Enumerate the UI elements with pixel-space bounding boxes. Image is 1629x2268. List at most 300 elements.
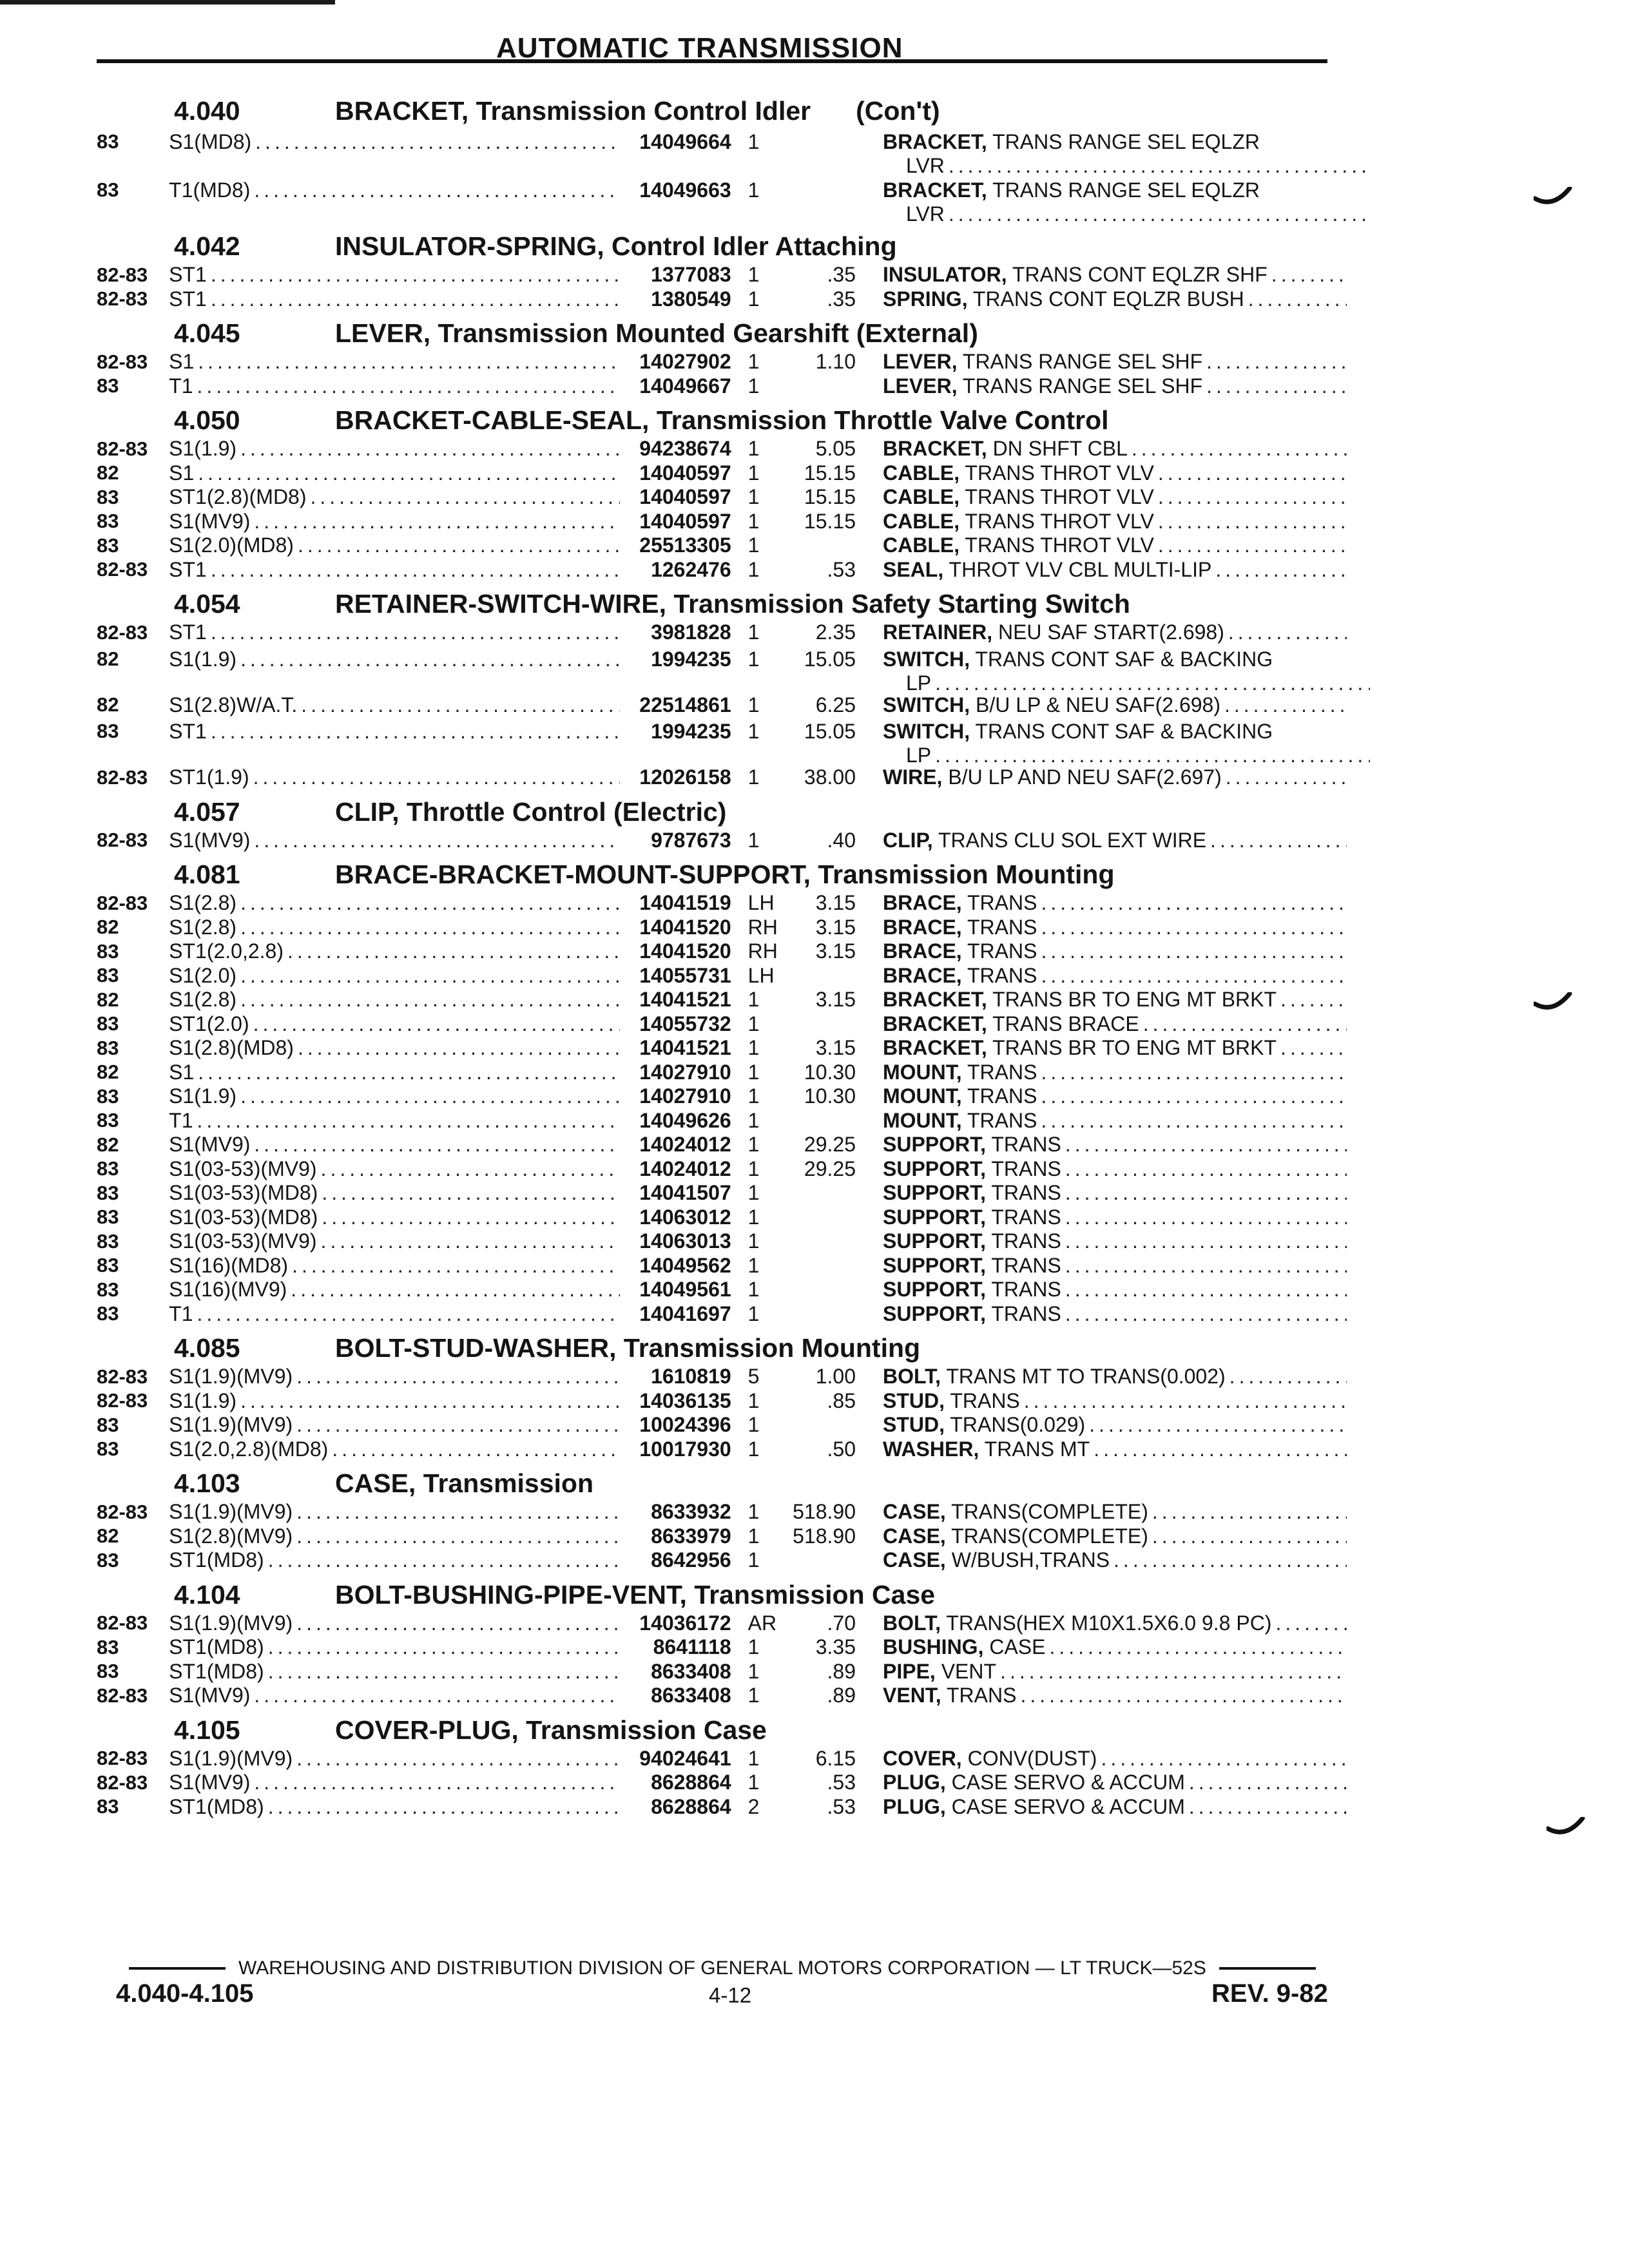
description-wrap xyxy=(883,829,1347,852)
description-line xyxy=(883,1278,1347,1302)
description-line xyxy=(883,1157,1347,1181)
part-row xyxy=(97,1747,1347,1771)
section-number: 4.042 xyxy=(174,231,240,261)
leader-dots xyxy=(254,1133,620,1157)
leader-dots xyxy=(198,350,620,374)
model-year: 82-83 xyxy=(97,891,148,914)
price: 5.05 xyxy=(815,437,856,461)
part-row xyxy=(97,350,1347,374)
model-year: 82-83 xyxy=(97,1747,148,1770)
description-cell xyxy=(883,1660,1347,1684)
application-code: S1(MD8) xyxy=(169,130,252,153)
price: 3.15 xyxy=(815,891,856,915)
description-wrap xyxy=(883,1500,1347,1524)
description-text xyxy=(883,350,1202,374)
part-number: 14055732 xyxy=(639,1012,731,1035)
section-number: 4.045 xyxy=(174,318,240,348)
leader-dots xyxy=(1280,988,1347,1012)
quantity: 1 xyxy=(747,1205,760,1229)
description-noun: BRACKET, xyxy=(883,437,987,461)
section-title-text: BRACKET-CABLE-SEAL, Transmission Throttle Valve Control xyxy=(335,405,1109,435)
footer-publisher-text: WAREHOUSING AND DISTRIBUTION DIVISION OF GENERAL MOTORS CORPORATION — LT TRUCK—52S xyxy=(238,1957,1206,1979)
description-noun: COVER, xyxy=(883,1746,962,1770)
part-row xyxy=(97,437,1347,461)
description-detail: TRANS THROT VLV xyxy=(965,509,1154,533)
quantity: 1 xyxy=(747,1181,760,1205)
quantity: 1 xyxy=(747,1108,760,1132)
application-cell xyxy=(169,1771,620,1794)
model-year: 82 xyxy=(97,1524,119,1548)
description-noun: CASE, xyxy=(883,1524,946,1548)
quantity: 1 xyxy=(747,1635,760,1659)
part-row xyxy=(97,964,1347,988)
description-wrap xyxy=(883,461,1347,485)
leader-dots xyxy=(1158,461,1347,485)
price: 15.15 xyxy=(804,509,856,533)
part-row xyxy=(97,645,1347,693)
description-wrap xyxy=(883,485,1347,509)
description-wrap xyxy=(883,1302,1347,1326)
quantity: 1 xyxy=(747,557,760,581)
description-cell xyxy=(883,1084,1347,1108)
price: .35 xyxy=(827,287,856,311)
part-row xyxy=(97,558,1347,582)
description-wrap xyxy=(883,287,1347,311)
description-line xyxy=(883,1524,1347,1548)
quantity: 1 xyxy=(747,1302,760,1325)
model-year: 82-83 xyxy=(97,1771,148,1794)
part-row xyxy=(97,1635,1347,1660)
description-detail: CASE xyxy=(989,1635,1046,1659)
model-year: 83 xyxy=(97,485,119,508)
price: 15.05 xyxy=(804,647,856,671)
application-cell xyxy=(169,1660,620,1684)
part-number: 94024641 xyxy=(639,1746,731,1770)
description-cell xyxy=(883,720,1347,767)
application-cell xyxy=(169,1278,620,1302)
description-noun: BRACE, xyxy=(883,891,962,915)
description-noun: WASHER, xyxy=(883,1437,979,1461)
description-line xyxy=(883,916,1347,939)
leader-dots xyxy=(253,765,621,789)
quantity: 1 xyxy=(747,1771,760,1794)
description-line xyxy=(883,461,1347,485)
description-text xyxy=(883,263,1268,287)
description-detail: TRANS RANGE SEL SHF xyxy=(962,374,1203,398)
description-cell xyxy=(883,916,1347,939)
description-line xyxy=(883,1500,1347,1524)
description-detail: TRANS xyxy=(947,1684,1017,1707)
description-wrap xyxy=(883,130,1347,178)
leader-dots xyxy=(332,1437,620,1461)
leader-dots xyxy=(1271,263,1347,287)
description-noun: WIRE, xyxy=(883,765,943,789)
section-number: 4.050 xyxy=(174,405,240,435)
description-line xyxy=(883,1109,1347,1133)
part-row xyxy=(97,891,1347,916)
price: 1.10 xyxy=(815,350,856,374)
quantity: 1 xyxy=(747,374,760,398)
description-line xyxy=(883,693,1347,717)
description-text xyxy=(883,964,1037,988)
part-row xyxy=(97,1500,1347,1524)
application-cell xyxy=(169,829,620,852)
description-line xyxy=(883,1635,1347,1659)
description-text xyxy=(883,1229,1061,1253)
application-code: T1 xyxy=(169,1302,193,1325)
model-year: 83 xyxy=(97,1012,119,1035)
model-year: 82 xyxy=(97,1133,119,1156)
price: 10.30 xyxy=(804,1060,856,1084)
quantity: 1 xyxy=(747,1157,760,1180)
application-cell xyxy=(169,287,620,311)
application-code: ST1(MD8) xyxy=(169,1635,264,1659)
description-detail: TRANS MT TO TRANS(0.002) xyxy=(946,1365,1226,1389)
section-number: 4.054 xyxy=(174,589,240,619)
description-noun: STUD, xyxy=(883,1389,945,1412)
price: .85 xyxy=(827,1389,856,1412)
description-line xyxy=(883,178,1347,202)
description-cell xyxy=(883,1181,1347,1205)
leader-dots xyxy=(198,1061,620,1084)
quantity: 1 xyxy=(747,1012,760,1035)
part-number: 14041521 xyxy=(639,1036,731,1060)
description-continuation xyxy=(883,154,1370,178)
description-cell xyxy=(883,510,1347,533)
model-year: 83 xyxy=(97,1278,119,1301)
part-number: 14041519 xyxy=(639,891,731,915)
model-year: 83 xyxy=(97,1660,119,1683)
model-year: 82-83 xyxy=(97,1684,148,1707)
quantity: 1 xyxy=(747,1659,760,1683)
description-noun: SUPPORT, xyxy=(883,1157,987,1180)
description-continuation-text: LP xyxy=(906,744,932,767)
part-number: 14041520 xyxy=(639,939,731,963)
pen-tick-mark xyxy=(1534,187,1572,206)
part-row xyxy=(97,765,1347,790)
price: 1.00 xyxy=(815,1365,856,1389)
application-code: S1(MV9) xyxy=(169,1771,251,1794)
quantity: 1 xyxy=(747,1524,760,1548)
section-heading xyxy=(97,89,1347,128)
description-detail: B/U LP AND NEU SAF(2.697) xyxy=(948,765,1222,789)
description-detail: NEU SAF START(2.698) xyxy=(998,620,1224,644)
part-number: 14040597 xyxy=(639,485,731,509)
application-cell xyxy=(169,891,620,915)
quantity: 1 xyxy=(747,178,760,202)
leader-dots xyxy=(935,671,1370,695)
description-noun: BRACKET, xyxy=(883,988,987,1012)
description-wrap xyxy=(883,1254,1347,1278)
application-code: ST1 xyxy=(169,620,207,644)
leader-dots xyxy=(268,1795,620,1819)
part-number: 14040597 xyxy=(639,509,731,533)
model-year: 83 xyxy=(97,720,119,742)
description-text xyxy=(883,374,1202,398)
part-number: 14049664 xyxy=(639,130,731,153)
quantity: 1 xyxy=(747,1229,760,1253)
description-line xyxy=(883,891,1347,915)
leader-dots xyxy=(197,1302,620,1326)
description-text xyxy=(883,461,1154,485)
page-title: AUTOMATIC TRANSMISSION xyxy=(496,32,903,64)
leader-dots xyxy=(296,1611,620,1635)
price: 15.15 xyxy=(804,461,856,485)
description-noun: BRACE, xyxy=(883,963,962,987)
application-code: S1(MV9) xyxy=(169,509,251,533)
section-number: 4.040 xyxy=(174,96,240,126)
description-detail: TRANS xyxy=(991,1253,1061,1277)
price: .40 xyxy=(827,828,856,852)
leader-dots xyxy=(1226,765,1347,789)
description-text xyxy=(883,1524,1148,1548)
description-noun: BRACKET, xyxy=(883,1036,987,1060)
description-wrap xyxy=(883,1365,1347,1389)
part-row xyxy=(97,693,1347,718)
section-heading xyxy=(97,311,1347,350)
part-row xyxy=(97,1229,1347,1254)
part-row xyxy=(97,1133,1347,1157)
application-cell xyxy=(169,916,620,939)
leader-dots xyxy=(1041,891,1347,915)
price: .89 xyxy=(827,1659,856,1683)
leader-dots xyxy=(1275,1611,1347,1635)
section-title-text: BOLT-BUSHING-PIPE-VENT, Transmission Case xyxy=(335,1579,936,1610)
description-text xyxy=(883,1771,1185,1794)
model-year: 82-83 xyxy=(97,437,148,460)
quantity: 1 xyxy=(747,437,760,461)
section-title-text: INSULATOR-SPRING, Control Idler Attaching xyxy=(335,231,897,261)
description-wrap xyxy=(883,374,1347,398)
leader-dots xyxy=(1158,510,1347,533)
application-cell xyxy=(169,1133,620,1157)
quantity: 1 xyxy=(747,287,760,311)
application-code: S1(1.9)(MV9) xyxy=(169,1365,293,1389)
part-row xyxy=(97,1389,1347,1414)
part-number: 14027910 xyxy=(639,1084,731,1108)
description-line xyxy=(883,1133,1347,1157)
price: 3.15 xyxy=(815,915,856,939)
part-number: 1377083 xyxy=(651,263,731,287)
description-line xyxy=(883,130,1347,154)
leader-dots xyxy=(211,720,620,744)
application-cell xyxy=(169,620,620,644)
model-year: 82 xyxy=(97,647,119,670)
part-row xyxy=(97,1109,1347,1133)
price: 6.25 xyxy=(815,693,856,716)
description-continuation xyxy=(883,671,1370,695)
application-cell xyxy=(169,1684,620,1707)
application-code: ST1(1.9) xyxy=(169,765,249,789)
leader-dots xyxy=(1041,1061,1347,1084)
description-detail: VENT xyxy=(941,1659,997,1683)
description-detail: TRANS(COMPLETE) xyxy=(951,1524,1148,1548)
description-wrap xyxy=(883,1413,1347,1437)
application-code: T1 xyxy=(169,374,193,398)
description-line xyxy=(883,1365,1347,1389)
part-number: 14049626 xyxy=(639,1108,731,1132)
part-row xyxy=(97,1181,1347,1206)
application-code: S1(2.8)W/A.T. xyxy=(169,693,298,716)
application-cell xyxy=(169,1611,620,1635)
application-cell xyxy=(169,374,620,398)
leader-dots xyxy=(1143,1012,1347,1036)
application-code: S1(2.8)(MD8) xyxy=(169,1036,294,1060)
application-code: S1(MV9) xyxy=(169,1684,251,1707)
application-cell xyxy=(169,437,620,461)
description-noun: SEAL, xyxy=(883,557,944,581)
section-number: 4.085 xyxy=(174,1333,240,1363)
continued-label: (Con't) xyxy=(856,96,940,126)
description-wrap xyxy=(883,1437,1347,1461)
section-heading xyxy=(97,1708,1347,1747)
application-code: S1(MV9) xyxy=(169,1133,251,1157)
description-wrap xyxy=(883,964,1347,988)
application-code: ST1 xyxy=(169,263,207,287)
description-wrap xyxy=(883,988,1347,1012)
section-number: 4.081 xyxy=(174,860,240,889)
description-wrap xyxy=(883,1012,1347,1036)
leader-dots xyxy=(1065,1229,1347,1253)
part-number: 8633932 xyxy=(651,1500,731,1524)
application-cell xyxy=(169,1229,620,1253)
description-detail: B/U LP & NEU SAF(2.698) xyxy=(975,693,1220,716)
part-row xyxy=(97,1206,1347,1230)
leader-dots xyxy=(1189,1771,1347,1794)
part-row xyxy=(97,1036,1347,1061)
description-cell xyxy=(883,1437,1347,1461)
part-row xyxy=(97,939,1347,964)
description-cell xyxy=(883,1795,1347,1819)
description-text xyxy=(883,939,1037,963)
application-code: S1(1.9)(MV9) xyxy=(169,1413,293,1437)
description-line xyxy=(883,1302,1347,1326)
application-cell xyxy=(169,1747,620,1771)
description-text xyxy=(883,1548,1110,1572)
leader-dots xyxy=(296,1365,620,1389)
part-number: 1610819 xyxy=(651,1365,731,1389)
description-cell xyxy=(883,1500,1347,1524)
application-code: ST1(MD8) xyxy=(169,1794,264,1818)
leader-dots xyxy=(1089,1413,1347,1437)
description-detail: TRANS CONT SAF & BACKING xyxy=(975,720,1273,743)
application-cell xyxy=(169,1548,620,1572)
description-cell xyxy=(883,558,1347,582)
description-text xyxy=(883,1254,1061,1278)
description-wrap xyxy=(883,1660,1347,1684)
leader-dots xyxy=(292,1254,620,1278)
leader-dots xyxy=(1210,829,1347,852)
part-number: 14024012 xyxy=(639,1157,731,1180)
section-title-text: BRACKET, Transmission Control Idler xyxy=(335,96,811,126)
description-noun: SUPPORT, xyxy=(883,1133,987,1157)
application-cell xyxy=(169,1437,620,1461)
description-cell xyxy=(883,1365,1347,1389)
description-detail: TRANS RANGE SEL SHF xyxy=(962,350,1203,374)
description-noun: LEVER, xyxy=(883,374,958,398)
description-cell xyxy=(883,1061,1347,1084)
part-row xyxy=(97,1365,1347,1389)
description-noun: SUPPORT, xyxy=(883,1302,987,1325)
description-line xyxy=(883,964,1347,988)
description-text xyxy=(883,510,1154,533)
description-wrap xyxy=(883,1181,1347,1205)
description-detail: TRANS CONT EQLZR SHF xyxy=(1012,263,1268,287)
description-noun: CABLE, xyxy=(883,533,960,557)
description-wrap xyxy=(883,1795,1347,1819)
description-wrap xyxy=(883,1061,1347,1084)
quantity: 1 xyxy=(747,765,760,789)
price: 3.35 xyxy=(815,1635,856,1659)
description-wrap xyxy=(883,1036,1347,1060)
quantity: RH xyxy=(747,915,778,939)
leader-dots xyxy=(268,1548,620,1572)
description-cell xyxy=(883,437,1347,461)
description-continuation xyxy=(883,744,1370,767)
part-number: 14036135 xyxy=(639,1389,731,1412)
description-line xyxy=(883,988,1347,1012)
description-noun: MOUNT, xyxy=(883,1060,962,1084)
leader-dots xyxy=(291,1278,620,1302)
leader-dots xyxy=(198,461,620,485)
description-text xyxy=(883,1635,1045,1659)
model-year: 83 xyxy=(97,1795,119,1818)
part-row xyxy=(97,533,1347,558)
description-text xyxy=(883,1206,1061,1229)
part-number: 12026158 xyxy=(639,765,731,789)
description-wrap xyxy=(883,1747,1347,1771)
leader-dots xyxy=(240,916,620,939)
description-wrap xyxy=(883,720,1347,767)
part-number: 1380549 xyxy=(651,287,731,311)
price: 2.35 xyxy=(815,620,856,644)
leader-dots xyxy=(1152,1500,1347,1524)
description-text xyxy=(883,988,1277,1012)
section-heading xyxy=(97,1326,1347,1365)
description-wrap xyxy=(883,916,1347,939)
description-detail: TRANS THROT VLV xyxy=(965,533,1154,557)
model-year: 83 xyxy=(97,374,119,398)
part-number: 8641118 xyxy=(653,1635,731,1659)
description-cell xyxy=(883,1302,1347,1326)
application-cell xyxy=(169,648,620,671)
application-cell xyxy=(169,1254,620,1278)
leader-dots xyxy=(1094,1437,1347,1461)
application-code: S1(03-53)(MV9) xyxy=(169,1157,317,1180)
description-text xyxy=(883,1133,1061,1157)
description-detail: TRANS xyxy=(967,1108,1037,1132)
description-detail: CASE SERVO & ACCUM xyxy=(951,1771,1185,1794)
price: 518.90 xyxy=(793,1500,856,1524)
leader-dots xyxy=(296,1500,620,1524)
description-detail: TRANS(COMPLETE) xyxy=(951,1500,1148,1524)
application-cell xyxy=(169,461,620,485)
description-text xyxy=(883,1660,996,1684)
leader-dots xyxy=(254,1771,620,1794)
description-cell xyxy=(883,1524,1347,1548)
description-text xyxy=(883,1181,1061,1205)
part-row xyxy=(97,988,1347,1012)
top-edge-rule xyxy=(0,0,335,5)
part-number: 14049561 xyxy=(639,1278,731,1302)
application-cell xyxy=(169,964,620,988)
section-title-text: CLIP, Throttle Control (Electric) xyxy=(335,796,727,827)
footer-page-number: 4-12 xyxy=(709,1983,752,2007)
description-wrap xyxy=(883,1133,1347,1157)
price: 518.90 xyxy=(793,1524,856,1548)
description-wrap xyxy=(883,1635,1347,1659)
description-line xyxy=(883,1036,1347,1060)
